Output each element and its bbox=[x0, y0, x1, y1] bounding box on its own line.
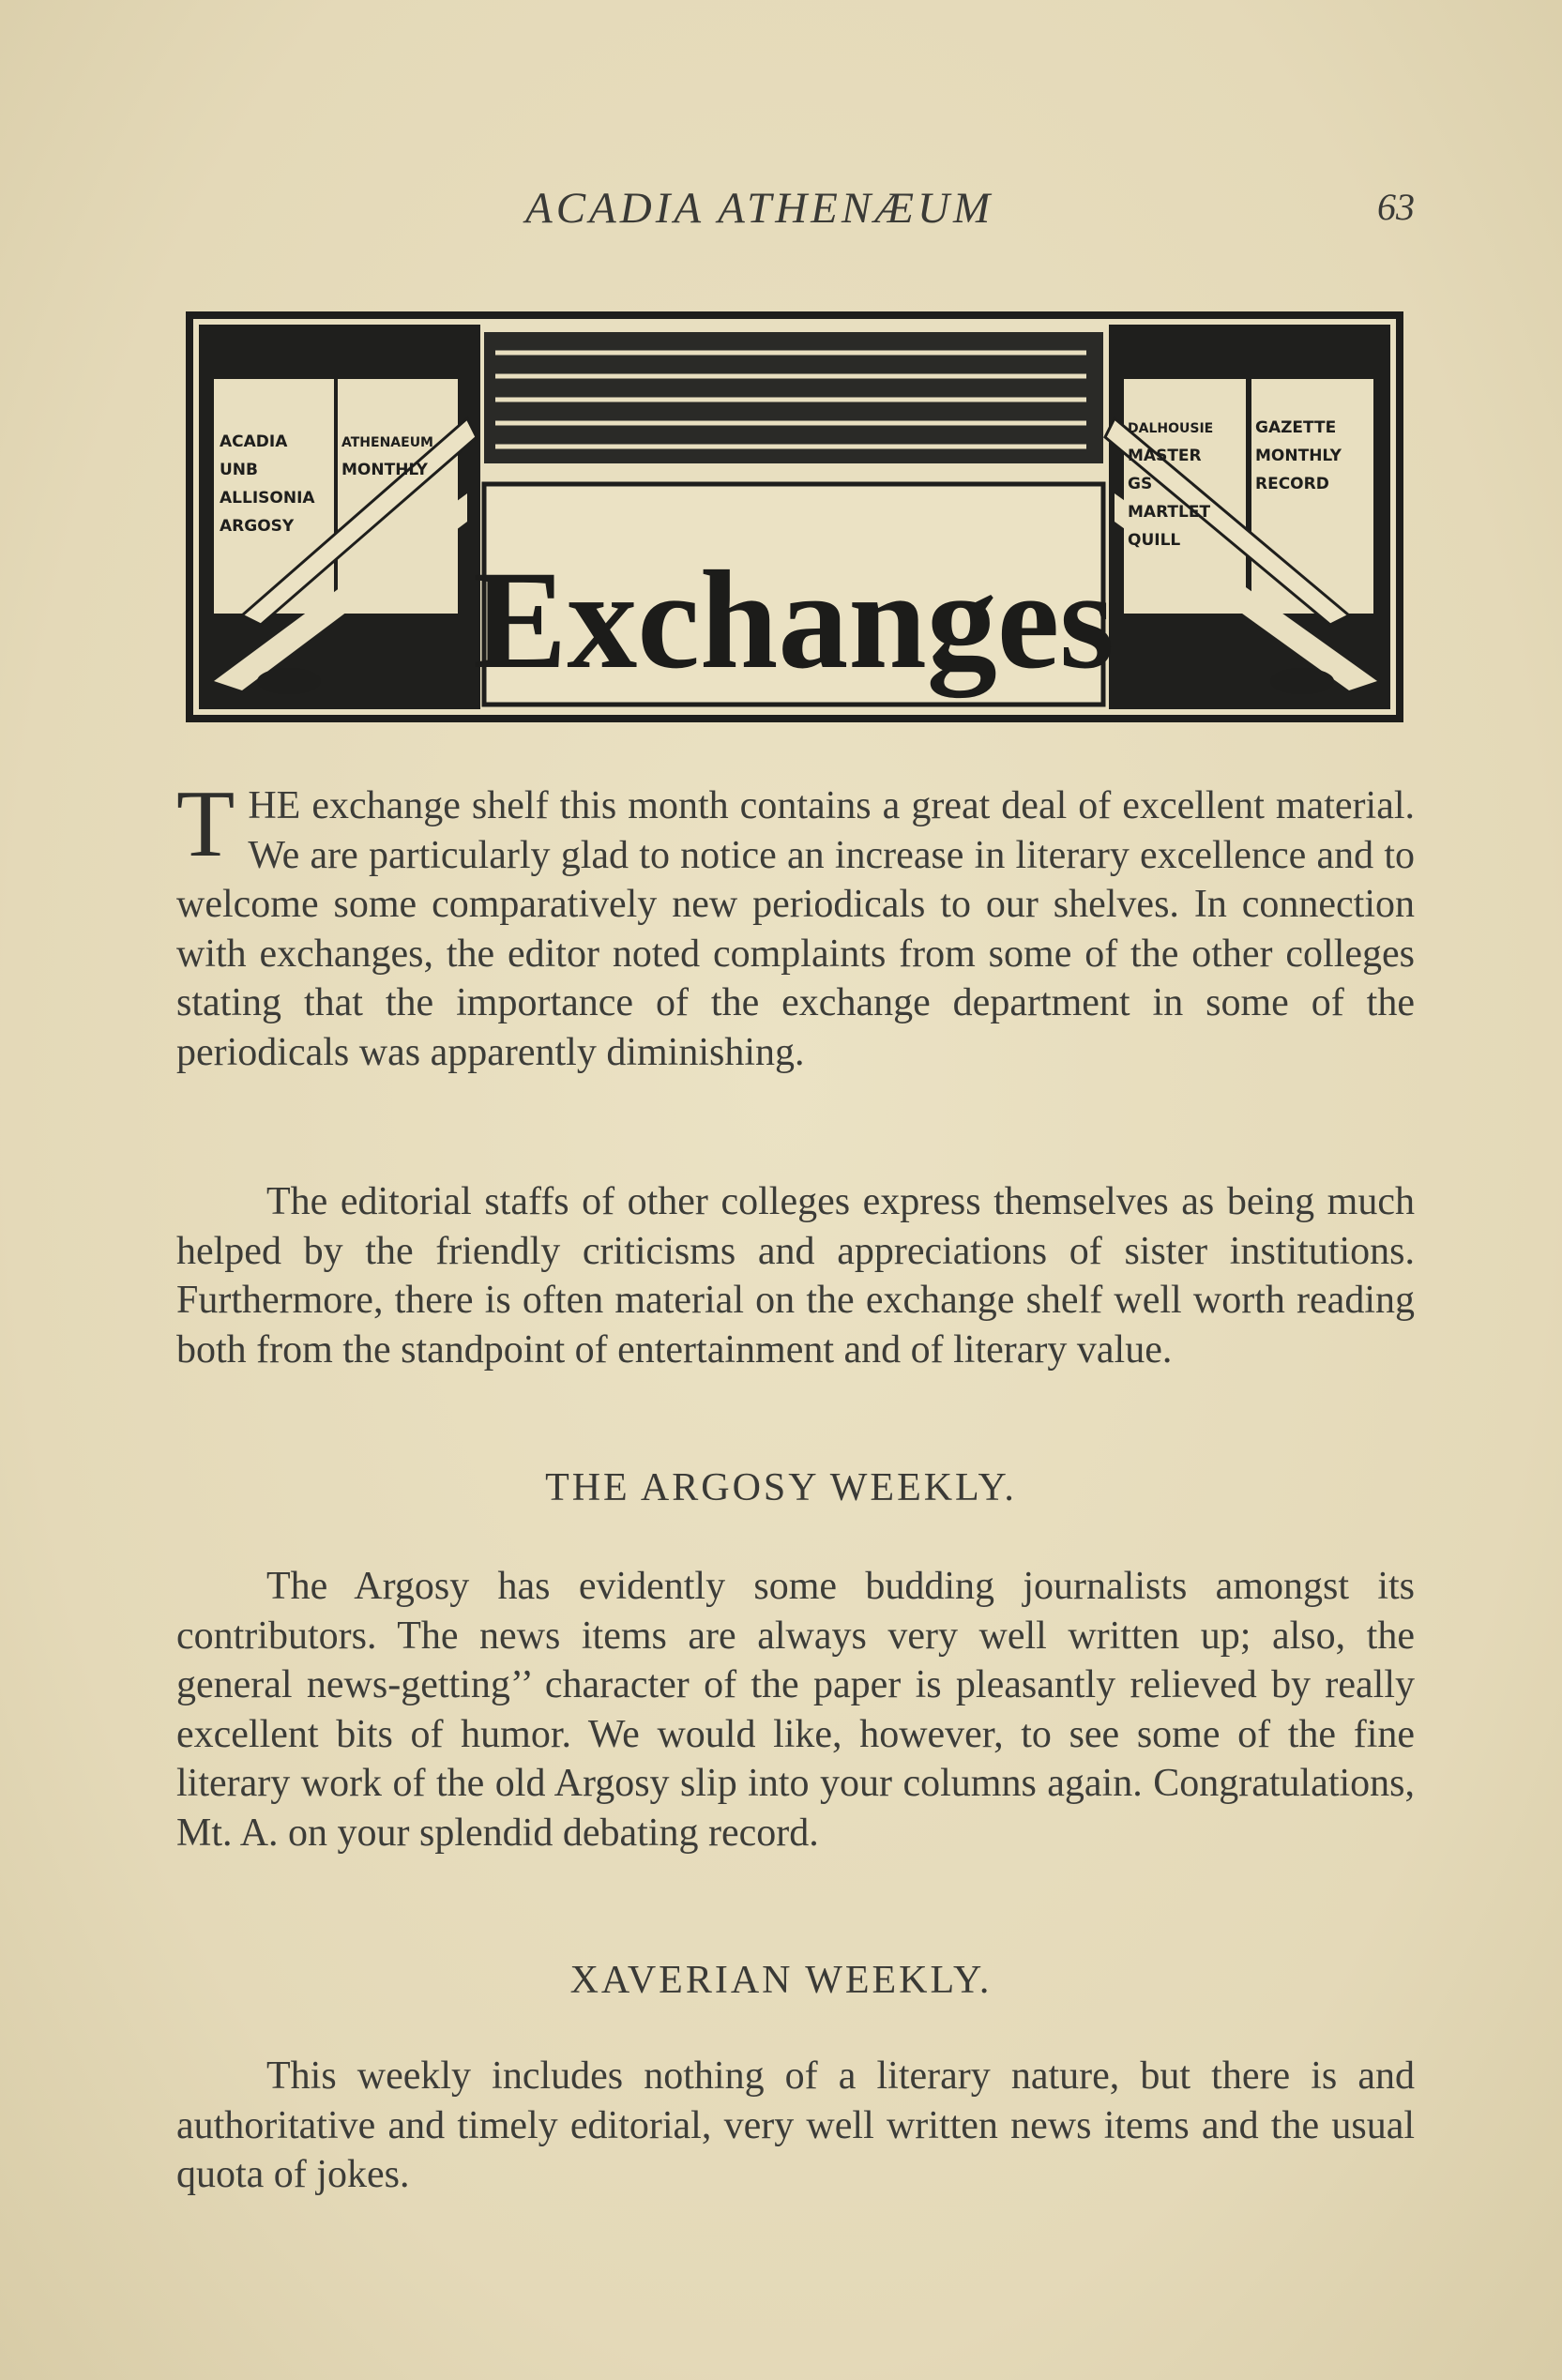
banner-title: Exchanges bbox=[473, 542, 1115, 698]
left-book-line-3: ALLISONIA bbox=[220, 489, 315, 508]
right-book-right-line-3: RECORD bbox=[1255, 475, 1329, 493]
right-book-line-5: QUILL bbox=[1128, 531, 1181, 550]
right-book-line-3: GS bbox=[1128, 475, 1153, 493]
right-book-right-line-2: MONTHLY bbox=[1255, 447, 1342, 465]
running-head bbox=[0, 183, 1562, 239]
intro-paragraph-text: HE exchange shelf this month contains a great deal of excellent material. We are particularly glad to notice an increase in literary excellence and to welcome some comparatively new periodicals to our shelves. In connection with exchanges, the editor noted complaints from some of the other colleges stating that the importance of the exchange department in some of the periodicals was apparently diminishing. bbox=[176, 784, 1415, 1074]
second-paragraph: The editorial staffs of other colleges express themselves as being much helped by the friendly criticisms and appreciations of sister institutions. Furthermore, there is often material on the exchange shelf well worth reading both from the standpoint of entertainment and of literary value. bbox=[176, 1180, 1415, 1372]
left-book-right-line-2: MONTHLY bbox=[341, 461, 428, 479]
right-inkwell-icon bbox=[1270, 668, 1334, 694]
intro-paragraph bbox=[176, 771, 1415, 1077]
section-heading-xaverian: XAVERIAN WEEKLY. bbox=[569, 1959, 993, 2002]
left-book-line-2: UNB bbox=[220, 461, 258, 479]
drop-cap: T bbox=[176, 771, 235, 877]
left-book-right-line-1: ATHENAEUM bbox=[341, 435, 433, 450]
running-title: ACADIA ATHENÆUM bbox=[525, 184, 994, 233]
page-number: 63 bbox=[1377, 186, 1415, 228]
section-text-xaverian: This weekly includes nothing of a literary nature, but there is and authoritative and timely editorial, very well written news items and the usual quota of jokes. bbox=[176, 2054, 1415, 2196]
exchanges-banner bbox=[186, 306, 1403, 726]
left-inkwell-icon bbox=[257, 668, 321, 694]
left-book-line-4: ARGOSY bbox=[220, 517, 295, 536]
right-book-line-4: MARTLET bbox=[1128, 503, 1211, 522]
right-book-line-1: DALHOUSIE bbox=[1128, 421, 1214, 436]
left-book-line-1: ACADIA bbox=[220, 432, 288, 451]
section-text-argosy: The Argosy has evidently some budding journalists amongst its contributors. The news items are always very well written up; also, the general news-getting’’ character of the paper is pleasantly relieved by really excellent bits of humor. We would like, however, to see some of the fine literary work of the old Argosy slip into your columns again. Congratulations, Mt. A. on your splendid debating record. bbox=[176, 1565, 1415, 1855]
right-book-line-2: MASTER bbox=[1128, 447, 1202, 465]
right-book-right-line-1: GAZETTE bbox=[1255, 418, 1337, 437]
section-heading-argosy: THE ARGOSY WEEKLY. bbox=[545, 1466, 1017, 1509]
banner-illustration bbox=[186, 306, 1403, 726]
